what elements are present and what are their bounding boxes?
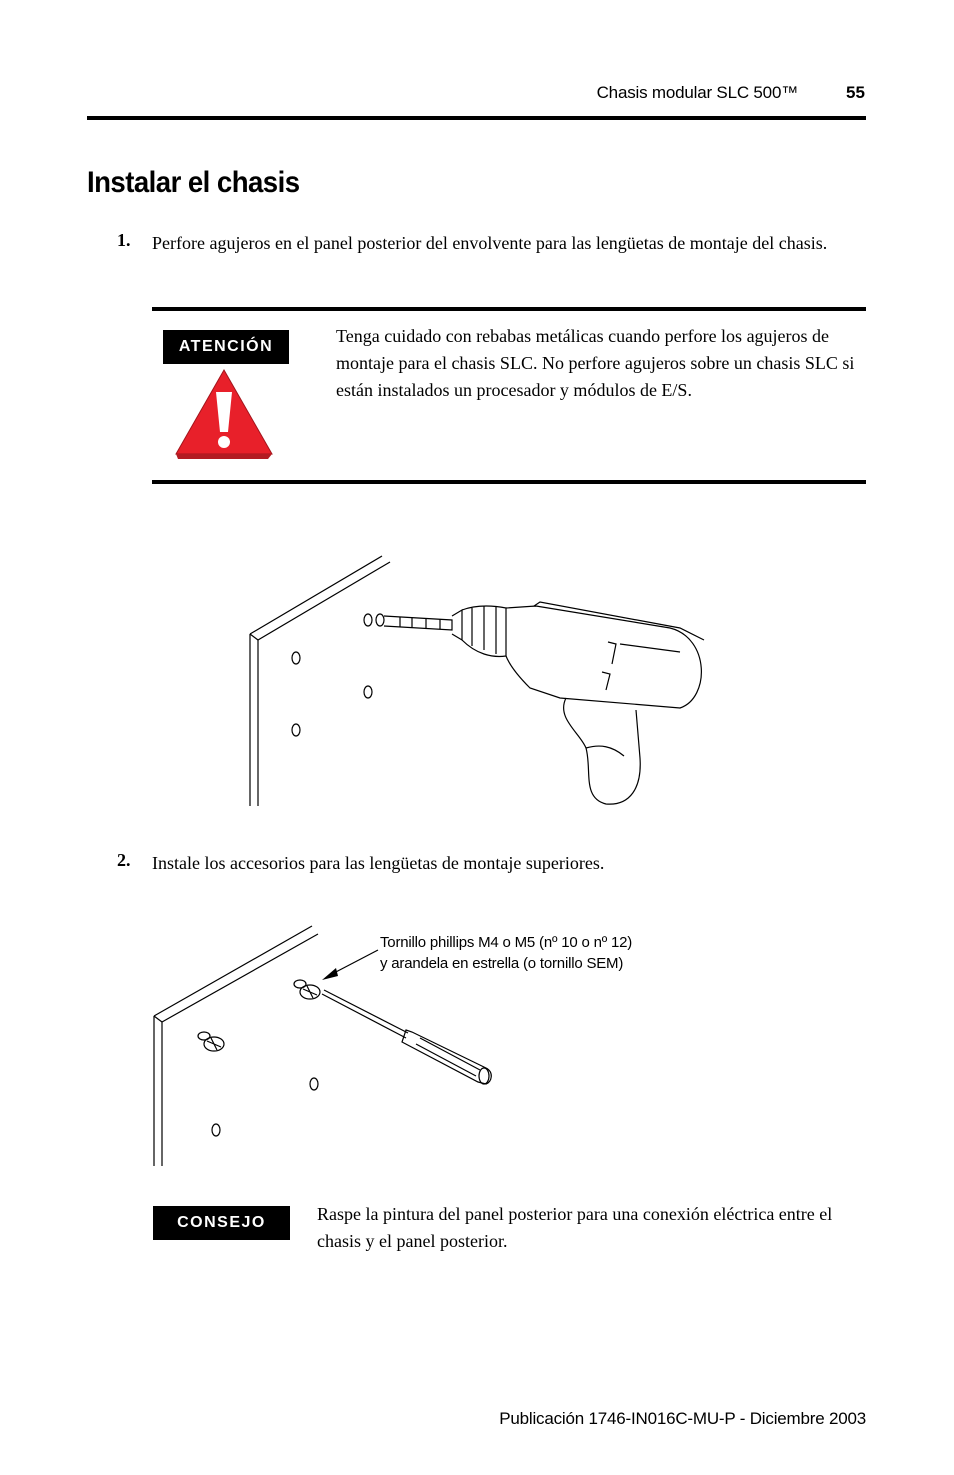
step-1-number: 1.	[117, 230, 131, 250]
drill-panel-illustration	[240, 548, 720, 810]
warning-triangle-icon	[172, 366, 276, 462]
screw-callout-label	[380, 932, 632, 974]
screw-callout-line-2: y arandela en estrella (o tornillo SEM)	[380, 955, 624, 972]
attention-rule-bottom	[152, 480, 866, 484]
screw-callout-line-1: Tornillo phillips M4 o M5 (nº 10 o nº 12)	[380, 934, 633, 951]
header-rule	[87, 116, 866, 120]
attention-text: Tenga cuidado con rebabas metálicas cuando perfore los agujeros de montaje para el chasis SLC. No perfore agujeros sobre un chasis SLC si están instalados un procesador y módulos de E/S.	[336, 326, 855, 400]
tip-badge: CONSEJO	[153, 1206, 290, 1240]
tip-text: Raspe la pintura del panel posterior para una conexión eléctrica entre el chasis y el panel posterior.	[317, 1204, 833, 1251]
page-number: 55	[846, 83, 865, 102]
step-2-number: 2.	[117, 850, 131, 870]
step-1-text: Perfore agujeros en el panel posterior del envolvente para las lengüetas de montaje del chasis.	[152, 233, 828, 253]
attention-rule-top	[152, 307, 866, 311]
attention-badge: ATENCIÓN	[163, 330, 289, 364]
publication-footer: Publicación 1746-IN016C-MU-P - Diciembre 2003	[499, 1409, 866, 1428]
section-title: Instalar el chasis	[87, 166, 300, 199]
running-header-title: Chasis modular SLC 500™	[596, 83, 798, 102]
step-2-text: Instale los accesorios para las lengüetas de montaje superiores.	[152, 853, 605, 873]
